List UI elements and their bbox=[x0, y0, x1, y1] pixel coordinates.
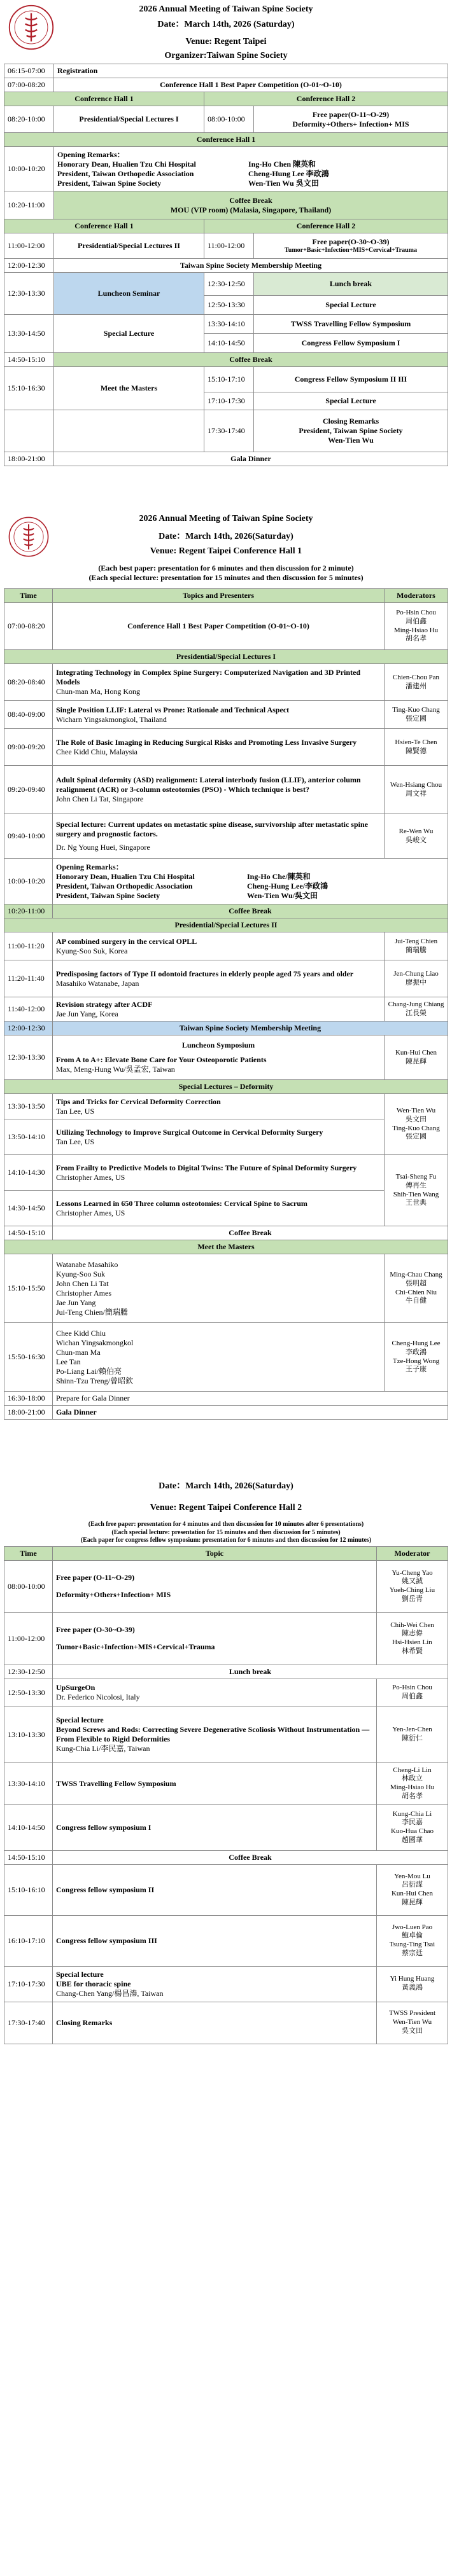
topic-line: Free paper (O-30~O-39) bbox=[56, 1625, 135, 1634]
opening-name: Wen-Tien Wu 吳文田 bbox=[248, 178, 319, 188]
hall2-header: Conference Hall 2 bbox=[204, 219, 448, 233]
time-cell: 15:10-16:10 bbox=[4, 1864, 53, 1915]
speaker: Dr. Ng Young Huei, Singapore bbox=[56, 843, 150, 852]
time-cell: 18:00-21:00 bbox=[4, 1406, 53, 1420]
col-header-topic: Topics and Presenters bbox=[53, 589, 385, 603]
time-cell: 09:40-10:00 bbox=[4, 814, 53, 859]
moderator-cell: Chang-Jung Chiang 江長榮 bbox=[385, 997, 448, 1021]
overview-table bbox=[4, 64, 448, 466]
section-header: Presidential/Special Lectures II bbox=[4, 918, 448, 932]
time-cell: 17:30-17:40 bbox=[4, 2002, 53, 2044]
moderator-cell: Jui-Teng Chien 簡瑞騰 bbox=[385, 932, 448, 960]
topic-line: Special lecture bbox=[56, 1969, 104, 1979]
overview-date: Date：March 14th, 2026 (Saturday) bbox=[157, 19, 295, 29]
prep-label: Prepare for Gala Dinner bbox=[53, 1392, 448, 1406]
time-cell: 11:00-12:00 bbox=[4, 233, 54, 259]
overview-organizer: Organizer:Taiwan Spine Society bbox=[164, 50, 288, 60]
session-sub: Tumor+Basic+Infection+MIS+Cervical+Trauma bbox=[285, 246, 417, 254]
competition-label: Conference Hall 1 Best Paper Competition (O-01~O-10) bbox=[54, 78, 448, 92]
time-cell: 15:10-15:50 bbox=[4, 1254, 53, 1323]
time-cell: 17:10-17:30 bbox=[4, 1966, 53, 2002]
registration-label: Registration bbox=[54, 64, 448, 78]
time-cell: 08:00-10:00 bbox=[204, 106, 254, 133]
masters-list: Chee Kidd Chiu Wichan Yingsakmongkol Chun-man Ma Lee Tan Po-Liang Lai/賴伯亮 Shinn-Tzu Treng/曾昭欽 bbox=[53, 1323, 385, 1392]
masters-label: Meet the Masters bbox=[54, 367, 204, 410]
talk-title: Utilizing Technology to Improve Surgical Outcome in Cervical Deformity Surgery bbox=[56, 1127, 323, 1137]
overview-header bbox=[4, 0, 448, 59]
overview-title: 2026 Annual Meeting of Taiwan Spine Society bbox=[139, 4, 313, 14]
time-cell: 11:40-12:00 bbox=[4, 997, 53, 1021]
lunch-break-label: Lunch break bbox=[254, 273, 448, 296]
time-cell: 10:20-11:00 bbox=[4, 191, 54, 219]
masters-list: Watanabe Masahiko Kyung-Soo Suk John Chen Li Tat Christopher Ames Jae Jun Yang Jui-Teng Chien/簡瑞騰 bbox=[53, 1254, 385, 1323]
hall1-table bbox=[4, 588, 448, 1420]
talk-title: UBE for thoracic spine bbox=[56, 1979, 131, 1988]
section-header: Special Lectures – Deformity bbox=[4, 1080, 448, 1094]
time-cell: 13:30-13:50 bbox=[4, 1094, 53, 1119]
talk-title: Lessons Learned in 650 Three column osteotomies: Cervical Spine to Sacrum bbox=[56, 1198, 307, 1208]
session-label: TWSS Travelling Fellow Symposium bbox=[254, 315, 448, 334]
hall1-title: 2026 Annual Meeting of Taiwan Spine Society bbox=[139, 514, 313, 523]
time-cell: 12:00-12:30 bbox=[4, 1021, 53, 1035]
hall1-note: (Each special lecture: presentation for 15 minutes and then discussion for 5 minutes) bbox=[88, 572, 364, 582]
closing-role: President, Taiwan Spine Society bbox=[299, 426, 403, 435]
session-label: Special Lecture bbox=[254, 296, 448, 315]
moderator-cell: Cheng-Hung Lee 李政鴻 Tze-Hong Wong 王子康 bbox=[385, 1323, 448, 1392]
gala-label: Gala Dinner bbox=[54, 452, 448, 466]
session-label: Free paper(O-30~O-39) bbox=[312, 237, 390, 246]
society-logo-icon bbox=[8, 4, 55, 51]
time-cell: 10:00-10:20 bbox=[4, 859, 53, 904]
moderator-cell: Wen-Tien Wu 吳文田 Ting-Kuo Chang 張定國 bbox=[385, 1094, 448, 1155]
moderator-cell: Yu-Cheng Yao 姚又誠 Yueh-Ching Liu 劉岳青 bbox=[377, 1560, 448, 1612]
opening-role: President, Taiwan Spine Society bbox=[56, 890, 160, 900]
time-cell: 16:30-18:00 bbox=[4, 1392, 53, 1406]
speaker: Kung-Chia Li/李民嘉, Taiwan bbox=[56, 1744, 150, 1753]
time-cell: 12:30-12:50 bbox=[4, 1665, 53, 1679]
talk-title: Special lecture: Current updates on metastatic spine disease, survivorship after metastatic spine surgery and prognostic factors. bbox=[56, 820, 368, 838]
time-cell: 17:10-17:30 bbox=[204, 392, 254, 410]
opening-role: President, Taiwan Spine Society bbox=[57, 178, 162, 188]
society-logo-icon bbox=[8, 516, 50, 558]
best-paper-label: Conference Hall 1 Best Paper Competition (O-01~O-10) bbox=[53, 603, 385, 650]
moderator-cell: Yen-Jen-Chen 陳衍仁 bbox=[377, 1707, 448, 1762]
time-cell: 14:50-15:10 bbox=[4, 1850, 53, 1864]
moderator-cell: Cheng-Li Lin 林政立 Ming-Hsiao Hu 胡名孝 bbox=[377, 1762, 448, 1804]
moderator-cell: Kung-Chia Li 李民嘉 Kuo-Hua Chao 趙國華 bbox=[377, 1804, 448, 1850]
time-cell: 15:50-16:30 bbox=[4, 1323, 53, 1392]
moderator-cell: Hsien-Te Chen 陳賢德 bbox=[385, 729, 448, 766]
time-cell: 13:30-14:10 bbox=[204, 315, 254, 334]
speaker: Chang-Chen Yang/楊昌溱, Taiwan bbox=[56, 1988, 164, 1998]
topic-line: Tumor+Basic+Infection+MIS+Cervical+Trauma bbox=[56, 1642, 215, 1651]
col-header-time: Time bbox=[4, 1546, 53, 1560]
time-cell: 14:10-14:50 bbox=[4, 1804, 53, 1850]
coffee-break-label: Coffee Break bbox=[53, 1226, 448, 1240]
col-header-moderator: Moderator bbox=[377, 1546, 448, 1560]
hall2-note: (Each paper for congress fellow symposium: presentation for 6 minutes and then discussion for 12 minutes) bbox=[80, 1537, 372, 1544]
topic-line: TWSS Travelling Fellow Symposium bbox=[53, 1762, 377, 1804]
moderator-cell: Tsai-Sheng Fu 傅再生 Shih-Tien Wang 王世典 bbox=[385, 1155, 448, 1226]
moderator-cell: Chien-Chou Pan 潘建州 bbox=[385, 664, 448, 701]
time-cell: 12:30-13:30 bbox=[4, 273, 54, 315]
time-cell: 10:20-11:00 bbox=[4, 904, 53, 918]
talk-title: The Role of Basic Imaging in Reducing Surgical Risks and Promoting Less Invasive Surgery bbox=[56, 737, 357, 747]
hall1-note: (Each best paper: presentation for 6 minutes and then discussion for 2 minute) bbox=[98, 563, 354, 572]
coffee-break-label: Coffee Break bbox=[53, 1850, 448, 1864]
special-lecture-label: Special Lecture bbox=[54, 315, 204, 353]
time-cell: 15:10-17:10 bbox=[204, 367, 254, 392]
time-cell: 14:50-15:10 bbox=[4, 1226, 53, 1240]
talk-title: Adult Spinal deformity (ASD) realignment: Lateral interbody fusion (LLIF), anterior column realignment (ACR) or 3-column osteotomies (PSO) - Which technique is best? bbox=[56, 775, 361, 794]
speaker: Kyung-Soo Suk, Korea bbox=[56, 946, 128, 955]
session-label: Congress Fellow Symposium I bbox=[254, 334, 448, 353]
moderator-cell: Wen-Hsiang Chou 周文祥 bbox=[385, 766, 448, 814]
talk-title: Revision strategy after ACDF bbox=[56, 999, 153, 1009]
session-label: Presidential/Special Lectures II bbox=[54, 233, 204, 259]
hall1-header-block bbox=[4, 508, 448, 585]
section-header: Meet the Masters bbox=[4, 1240, 448, 1254]
hall2-note: (Each free paper: presentation for 4 minutes and then discussion for 10 minutes after 6 presentations) bbox=[88, 1521, 364, 1528]
time-cell: 11:00-11:20 bbox=[4, 932, 53, 960]
time-cell: 12:30-12:50 bbox=[204, 273, 254, 296]
speaker: Chee Kidd Chiu, Malaysia bbox=[56, 747, 138, 756]
time-cell: 09:20-09:40 bbox=[4, 766, 53, 814]
hall1-header: Conference Hall 1 bbox=[4, 133, 448, 147]
topic-line: Free paper (O-11~O-29) bbox=[56, 1573, 135, 1582]
membership-label: Taiwan Spine Society Membership Meeting bbox=[53, 1021, 448, 1035]
moderator-cell: TWSS President Wen-Tien Wu 吳文田 bbox=[377, 2002, 448, 2044]
topic-line: UpSurgeOn bbox=[56, 1683, 95, 1692]
moderator-cell: Jwo-Luen Pao 鮑卓倫 Tsung-Ting Tsai 蔡宗廷 bbox=[377, 1915, 448, 1966]
session-label: Special Lecture bbox=[254, 392, 448, 410]
speaker: Chun-man Ma, Hong Kong bbox=[56, 687, 140, 696]
opening-title: Opening Remarks： bbox=[56, 862, 124, 871]
session-label: Presidential/Special Lectures I bbox=[54, 106, 204, 133]
time-cell: 08:20-10:00 bbox=[4, 106, 54, 133]
time-cell: 13:50-14:10 bbox=[4, 1119, 53, 1155]
time-cell: 13:30-14:10 bbox=[4, 1762, 53, 1804]
speaker: John Chen Li Tat, Singapore bbox=[56, 794, 144, 803]
speaker: Jae Jun Yang, Korea bbox=[56, 1009, 118, 1018]
luncheon-label: Luncheon Seminar bbox=[54, 273, 204, 315]
time-cell: 14:10-14:30 bbox=[4, 1155, 53, 1191]
speaker: Max, Meng-Hung Wu/吳孟宏, Taiwan bbox=[56, 1065, 175, 1074]
hall1-header: Conference Hall 1 bbox=[4, 219, 204, 233]
time-cell: 09:00-09:20 bbox=[4, 729, 53, 766]
moderator-cell: Yi Hung Huang 黃義鴻 bbox=[377, 1966, 448, 2002]
hall2-header-block bbox=[4, 1481, 448, 1545]
topic-line: Congress fellow symposium I bbox=[53, 1804, 377, 1850]
time-cell: 16:10-17:10 bbox=[4, 1915, 53, 1966]
col-header-moderators: Moderators bbox=[385, 589, 448, 603]
moderator-cell: Kun-Hui Chen 陳昆輝 bbox=[385, 1035, 448, 1080]
talk-title: From Frailty to Predictive Models to Digital Twins: The Future of Spinal Deformity Surgery bbox=[56, 1163, 357, 1172]
hall1-venue: Venue: Regent Taipei Conference Hall 1 bbox=[150, 546, 302, 556]
opening-name: Wen-Tien Wu/吳文田 bbox=[247, 890, 318, 900]
talk-title: From A to A+: Elevate Bone Care for Your Osteoporotic Patients bbox=[56, 1055, 267, 1064]
session-label: Congress Fellow Symposium II III bbox=[254, 367, 448, 392]
time-cell: 08:40-09:00 bbox=[4, 701, 53, 729]
time-cell: 18:00-21:00 bbox=[4, 452, 54, 466]
speaker: Christopher Ames, US bbox=[56, 1172, 125, 1182]
moderator-cell: Ting-Kuo Chang 張定國 bbox=[385, 701, 448, 729]
opening-name: Ing-Ho Chen 陳英和 bbox=[248, 159, 316, 169]
moderator-cell: Ming-Chau Chang 張明超 Chi-Chien Niu 牛自健 bbox=[385, 1254, 448, 1323]
speaker: Tan Lee, US bbox=[56, 1106, 95, 1116]
moderator-cell: Po-Hsin Chou 周伯鑫 bbox=[377, 1679, 448, 1707]
coffee-break-label: Coffee Break bbox=[53, 904, 448, 918]
speaker: Dr. Federico Nicolosi, Italy bbox=[56, 1693, 140, 1701]
hall2-table bbox=[4, 1546, 448, 2044]
talk-title: Tips and Tricks for Cervical Deformity Correction bbox=[56, 1097, 221, 1106]
time-cell: 13:30-14:50 bbox=[4, 315, 54, 353]
speaker: Wicharn Yingsakmongkol, Thailand bbox=[56, 714, 167, 724]
time-cell: 13:10-13:30 bbox=[4, 1707, 53, 1762]
time-cell: 14:50-15:10 bbox=[4, 353, 54, 367]
topic-line: Special lecture bbox=[56, 1715, 104, 1724]
opening-role: President, Taiwan Orthopedic Association bbox=[56, 881, 193, 890]
col-header-time: Time bbox=[4, 589, 53, 603]
mou-label: MOU (VIP room) (Malasia, Singapore, Thailand) bbox=[170, 205, 332, 214]
time-cell: 11:20-11:40 bbox=[4, 960, 53, 997]
session-label: Free paper(O-11~O-29) bbox=[312, 109, 390, 119]
hall2-venue: Venue: Regent Taipei Conference Hall 2 bbox=[150, 1502, 302, 1513]
closing-name: Wen-Tien Wu bbox=[328, 436, 374, 445]
moderator-cell: Chih-Wei Chen 陳志偉 Hsi-Hsien Lin 林希賢 bbox=[377, 1612, 448, 1665]
luncheon-label: Luncheon Symposium bbox=[181, 1041, 255, 1049]
session-sub: Deformity+Others+ Infection+ MIS bbox=[292, 119, 409, 128]
hall1-header: Conference Hall 1 bbox=[4, 92, 204, 106]
talk-title: Single Position LLIF: Lateral vs Prone: Rationale and Technical Aspect bbox=[56, 705, 290, 714]
lunch-break-label: Lunch break bbox=[53, 1665, 448, 1679]
time-cell: 08:20-08:40 bbox=[4, 664, 53, 701]
moderator-cell: Jen-Chung Liao 廖振中 bbox=[385, 960, 448, 997]
topic-line: Congress fellow symposium II bbox=[53, 1864, 377, 1915]
closing-label: Closing Remarks bbox=[322, 417, 379, 426]
time-cell: 12:50-13:30 bbox=[4, 1679, 53, 1707]
talk-title: AP combined surgery in the cervical OPLL bbox=[56, 936, 197, 946]
opening-role: Honorary Dean, Hualien Tzu Chi Hospital bbox=[56, 871, 195, 881]
moderator-cell: Yen-Mou Lu 呂衍謀 Kun-Hui Chen 陳昆輝 bbox=[377, 1864, 448, 1915]
speaker: Tan Lee, US bbox=[56, 1137, 95, 1146]
gala-label: Gala Dinner bbox=[53, 1406, 448, 1420]
opening-title: Opening Remarks： bbox=[57, 149, 125, 159]
hall2-date: Date：March 14th, 2026(Saturday) bbox=[159, 1481, 293, 1491]
time-cell: 12:00-12:30 bbox=[4, 259, 54, 273]
opening-role: President, Taiwan Orthopedic Association bbox=[57, 169, 194, 178]
topic-line: Congress fellow symposium III bbox=[53, 1915, 377, 1966]
time-cell: 12:30-13:30 bbox=[4, 1035, 53, 1080]
hall2-note: (Each special lecture: presentation for 15 minutes and then discussion for 5 minutes) bbox=[111, 1528, 341, 1536]
time-cell: 17:30-17:40 bbox=[204, 410, 254, 452]
time-cell: 06:15-07:00 bbox=[4, 64, 54, 78]
membership-label: Taiwan Spine Society Membership Meeting bbox=[54, 259, 448, 273]
time-cell: 08:00-10:00 bbox=[4, 1560, 53, 1612]
talk-title: Integrating Technology in Complex Spine Surgery: Computerized Navigation and 3D Printed Models bbox=[56, 668, 361, 686]
opening-name: Ing-Ho Che/陳英和 bbox=[247, 871, 311, 881]
hall2-header: Conference Hall 2 bbox=[204, 92, 448, 106]
opening-name: Cheng-Hung Lee/李政鴻 bbox=[247, 881, 328, 890]
hall1-date: Date：March 14th, 2026(Saturday) bbox=[159, 531, 293, 541]
speaker: Christopher Ames, US bbox=[56, 1208, 125, 1217]
opening-name: Cheng-Hung Lee 李政鴻 bbox=[248, 169, 329, 178]
time-cell: 10:00-10:20 bbox=[4, 147, 54, 191]
moderator-cell: Re-Wen Wu 吳峻文 bbox=[385, 814, 448, 859]
col-header-topic: Topic bbox=[53, 1546, 377, 1560]
talk-title: Beyond Screws and Rods: Correcting Severe Degenerative Scoliosis Without Instrumentation — From Flexible to Rigid Deformities bbox=[56, 1725, 370, 1743]
topic-line: Deformity+Others+Infection+ MIS bbox=[56, 1590, 171, 1599]
time-cell: 11:00-12:00 bbox=[204, 233, 254, 259]
opening-role: Honorary Dean, Hualien Tzu Chi Hospital bbox=[57, 159, 196, 169]
coffee-break-label: Coffee Break bbox=[54, 353, 448, 367]
time-cell: 14:30-14:50 bbox=[4, 1191, 53, 1226]
topic-line: Closing Remarks bbox=[53, 2002, 377, 2044]
talk-title: Predisposing factors of Type II odontoid fractures in elderly people aged 75 years and older bbox=[56, 969, 354, 978]
time-cell: 07:00-08:20 bbox=[4, 78, 54, 92]
coffee-break-label: Coffee Break bbox=[229, 195, 272, 205]
section-header: Presidential/Special Lectures I bbox=[4, 650, 448, 664]
time-cell: 11:00-12:00 bbox=[4, 1612, 53, 1665]
time-cell: 15:10-16:30 bbox=[4, 367, 54, 410]
time-cell: 12:50-13:30 bbox=[204, 296, 254, 315]
time-cell: 07:00-08:20 bbox=[4, 603, 53, 650]
time-cell: 14:10-14:50 bbox=[204, 334, 254, 353]
speaker: Masahiko Watanabe, Japan bbox=[56, 978, 139, 988]
moderator-cell: Po-Hsin Chou 周伯鑫 Ming-Hsiao Hu 胡名孝 bbox=[385, 603, 448, 650]
overview-venue: Venue: Regent Taipei bbox=[185, 37, 267, 46]
